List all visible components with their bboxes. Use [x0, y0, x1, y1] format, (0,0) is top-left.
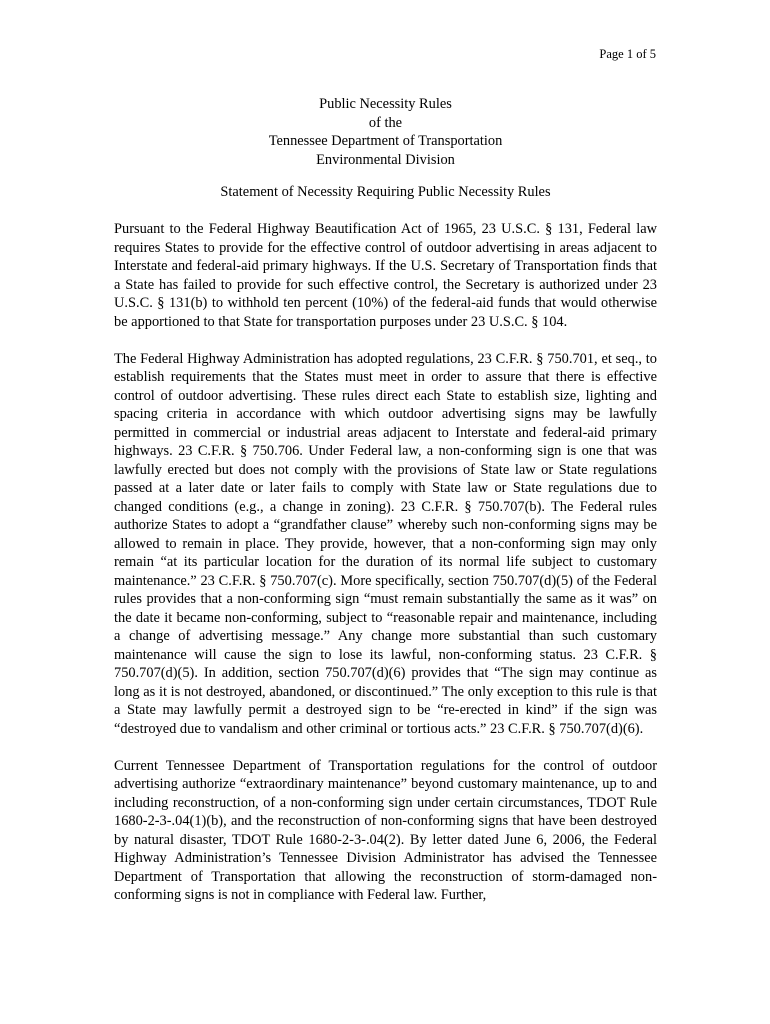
title-line-3: Tennessee Department of Transportation — [268, 133, 503, 149]
paragraph-1: Pursuant to the Federal Highway Beautification Act of 1965, 23 U.S.C. § 131, Federal law requires States to provide for the effective control of outdoor advertising in areas adjacent to Interstate and federal-aid primary highways. If the U.S. Secretary of Transportation finds that a State has failed to provide for such effective control, the Secretary is authorized under 23 U.S.C. § 131(b) to withhold ten percent (10%) of the federal-aid funds that would otherwise be apportioned to that State for transportation purposes under 23 U.S.C. § 104. — [114, 221, 657, 330]
paragraph-3: Current Tennessee Department of Transportation regulations for the control of outdoor advertising authorize “extraordinary maintenance” beyond customary maintenance, up to and including reconstruction, of a non-conforming sign under certain circumstances, TDOT Rule 1680-2-3-.04(1)(b), and the reconstruction of non-conforming signs that have been destroyed by natural disaster, TDOT Rule 1680-2-3-.04(2). By letter dated June 6, 2006, the Federal Highway Administration’s Tennessee Division Administrator has advised the Tennessee Department of Transportation that allowing the reconstruction of storm-damaged non-conforming signs is not in compliance with Federal law. Further, — [114, 757, 657, 903]
title-line-4: Environmental Division — [316, 151, 455, 168]
page-number: Page 1 of 5 — [599, 47, 656, 61]
document-body — [114, 220, 657, 923]
title-line-1: Public Necessity Rules — [319, 96, 452, 112]
paragraph-2: The Federal Highway Administration has adopted regulations, 23 C.F.R. § 750.701, et seq., to establish requirements that the States must meet in order to assure that there is effective control of outdoor advertising. These rules direct each State to establish size, lighting and spacing criteria in accordance with which outdoor advertising signs may be lawfully permitted in commercial or industrial areas adjacent to Interstate and federal-aid primary highways. 23 C.F.R. § 750.706. Under Federal law, a non-conforming sign is one that was lawfully erected but does not comply with the provisions of State law or State regulations passed at a later date or later fails to comply with State law or State regulations due to changed conditions (e.g., a change in zoning). 23 C.F.R. § 750.707(b). The Federal rules authorize States to adopt a “grandfather clause” whereby such non-conforming signs may be allowed to remain in place. They provide, however, that a non-conforming sign may only remain “at its particular location for the duration of its normal life subject to customary maintenance.” 23 C.F.R. § 750.707(c). More specifically, section 750.707(d)(5) of the Federal rules provides that a non-conforming sign “must remain substantially the same as it was” on the date it became non-conforming, subject to “reasonable repair and maintenance, including a change of advertising message.” Any change more substantial than such customary maintenance will cause the sign to lose its lawful, non-conforming status. 23 C.F.R. § 750.707(d)(5). In addition, section 750.707(d)(6) provides that “The sign may continue as long as it is not destroyed, abandoned, or discontinued.” The only exception to this rule is that a State may lawfully permit a destroyed sign to be “re-erected in kind” if the sign was “destroyed due to vandalism and other criminal or tortious acts.” 23 C.F.R. § 750.707(d)(6). — [114, 350, 657, 737]
document-title — [114, 95, 657, 169]
title-line-2: of the — [368, 114, 403, 131]
statement-heading: Statement of Necessity Requiring Public Necessity Rules — [220, 184, 551, 200]
